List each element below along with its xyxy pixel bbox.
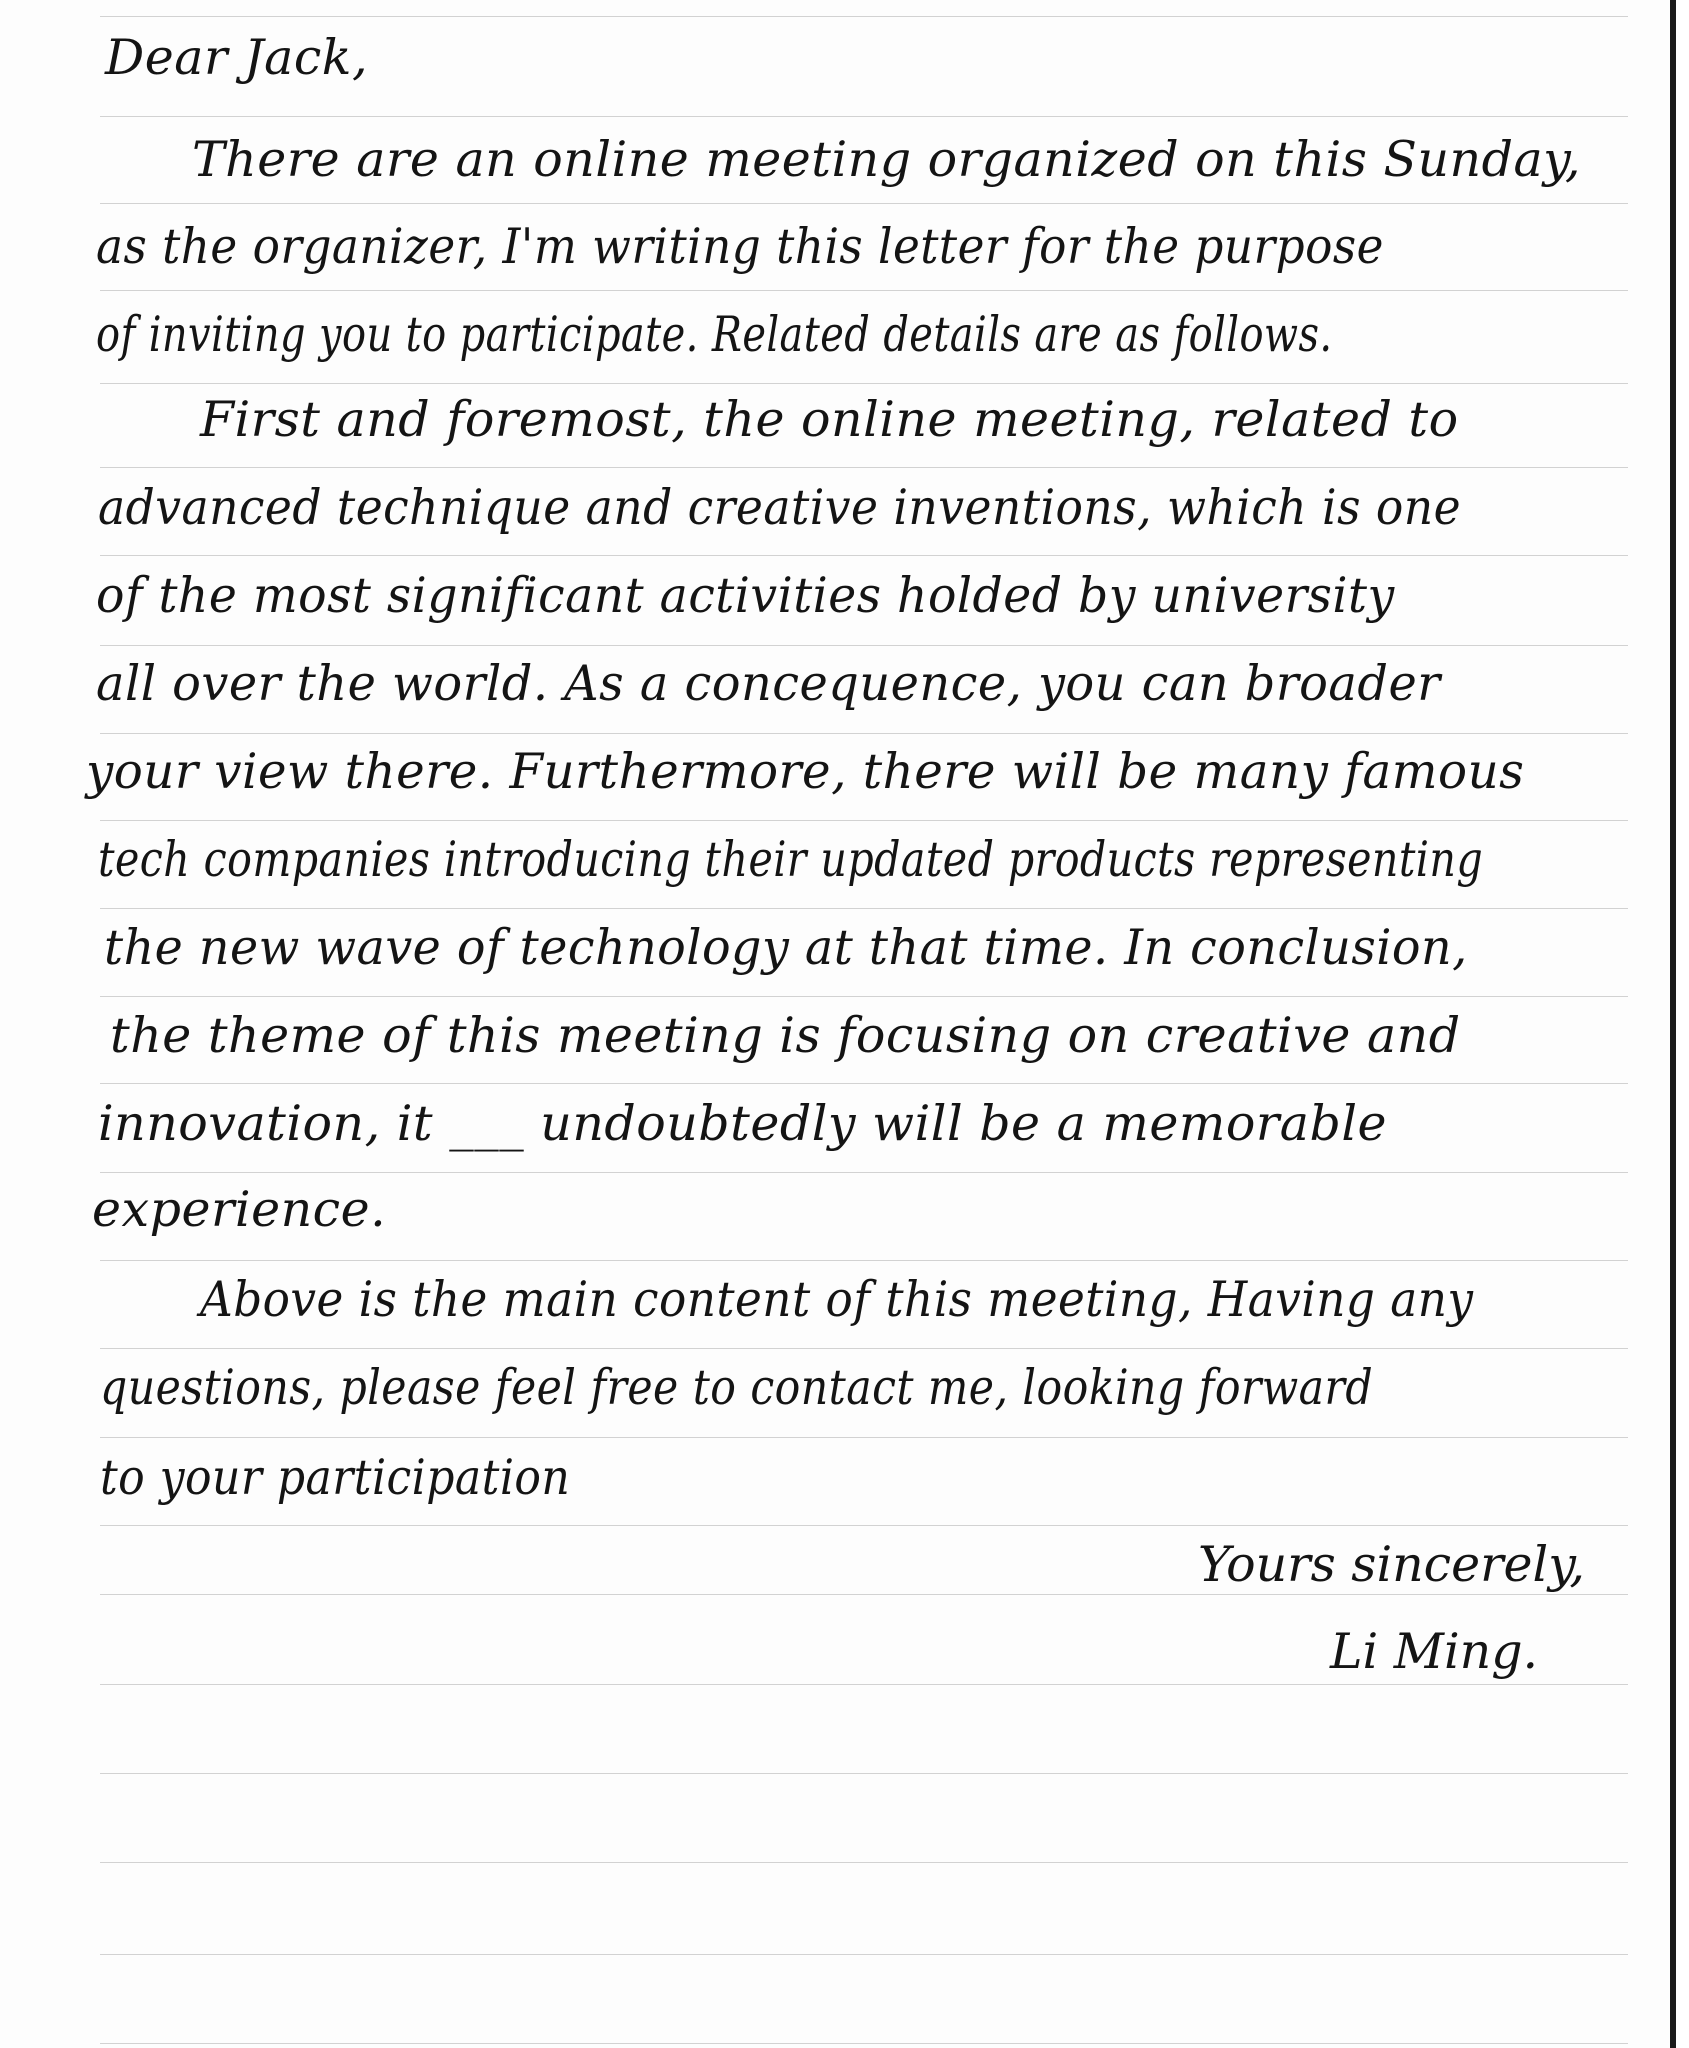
ruled-line bbox=[100, 645, 1628, 646]
ruled-line bbox=[100, 820, 1628, 821]
ruled-line bbox=[100, 1172, 1628, 1173]
ruled-line bbox=[100, 996, 1628, 997]
letter-line: the theme of this meeting is focusing on creative and bbox=[110, 1007, 1461, 1064]
letter-signature: Li Ming. bbox=[1330, 1623, 1539, 1680]
letter-line: all over the world. As a concequence, you can broader bbox=[96, 655, 1441, 712]
ruled-line bbox=[100, 1525, 1628, 1526]
letter-line: of inviting you to participate. Related details are as follows. bbox=[96, 306, 1333, 363]
letter-line: the new wave of technology at that time. In conclusion, bbox=[104, 919, 1468, 976]
ruled-line bbox=[100, 555, 1628, 556]
letter-line: tech companies introducing their updated products representing bbox=[98, 831, 1484, 888]
letter-line: to your participation bbox=[100, 1449, 571, 1506]
letter-salutation: Dear Jack, bbox=[105, 29, 369, 86]
ruled-line bbox=[100, 908, 1628, 909]
ruled-line bbox=[100, 1684, 1628, 1685]
letter-line: questions, please feel free to contact me, looking forward bbox=[100, 1359, 1374, 1416]
letter-closing: Yours sincerely, bbox=[1198, 1536, 1585, 1593]
letter-line: There are an online meeting organized on this Sunday, bbox=[192, 131, 1581, 188]
ruled-line bbox=[100, 116, 1628, 117]
ruled-line bbox=[100, 16, 1628, 17]
ruled-line bbox=[100, 467, 1628, 468]
letter-line: your view there. Furthermore, there will be many famous bbox=[86, 743, 1525, 800]
ruled-line bbox=[100, 383, 1628, 384]
letter-line: as the organizer, I'm writing this letter for the purpose bbox=[96, 218, 1384, 275]
ruled-line bbox=[100, 290, 1628, 291]
ruled-line bbox=[100, 1954, 1628, 1955]
ruled-line bbox=[100, 1437, 1628, 1438]
ruled-line bbox=[100, 1862, 1628, 1863]
letter-line: advanced technique and creative inventions, which is one bbox=[98, 479, 1462, 536]
letter-line: of the most significant activities holded by university bbox=[96, 567, 1395, 624]
ruled-line bbox=[100, 203, 1628, 204]
ruled-line bbox=[100, 2043, 1628, 2044]
letter-line: First and foremost, the online meeting, related to bbox=[200, 391, 1459, 448]
ruled-line bbox=[100, 1083, 1628, 1084]
letter-line: experience. bbox=[92, 1181, 387, 1238]
letter-line: Above is the main content of this meeting, Having any bbox=[200, 1271, 1474, 1328]
ruled-line bbox=[100, 733, 1628, 734]
ruled-line bbox=[100, 1348, 1628, 1349]
letter-line: innovation, it ___ undoubtedly will be a memorable bbox=[98, 1095, 1388, 1152]
ruled-line bbox=[100, 1260, 1628, 1261]
ruled-line bbox=[100, 1773, 1628, 1774]
